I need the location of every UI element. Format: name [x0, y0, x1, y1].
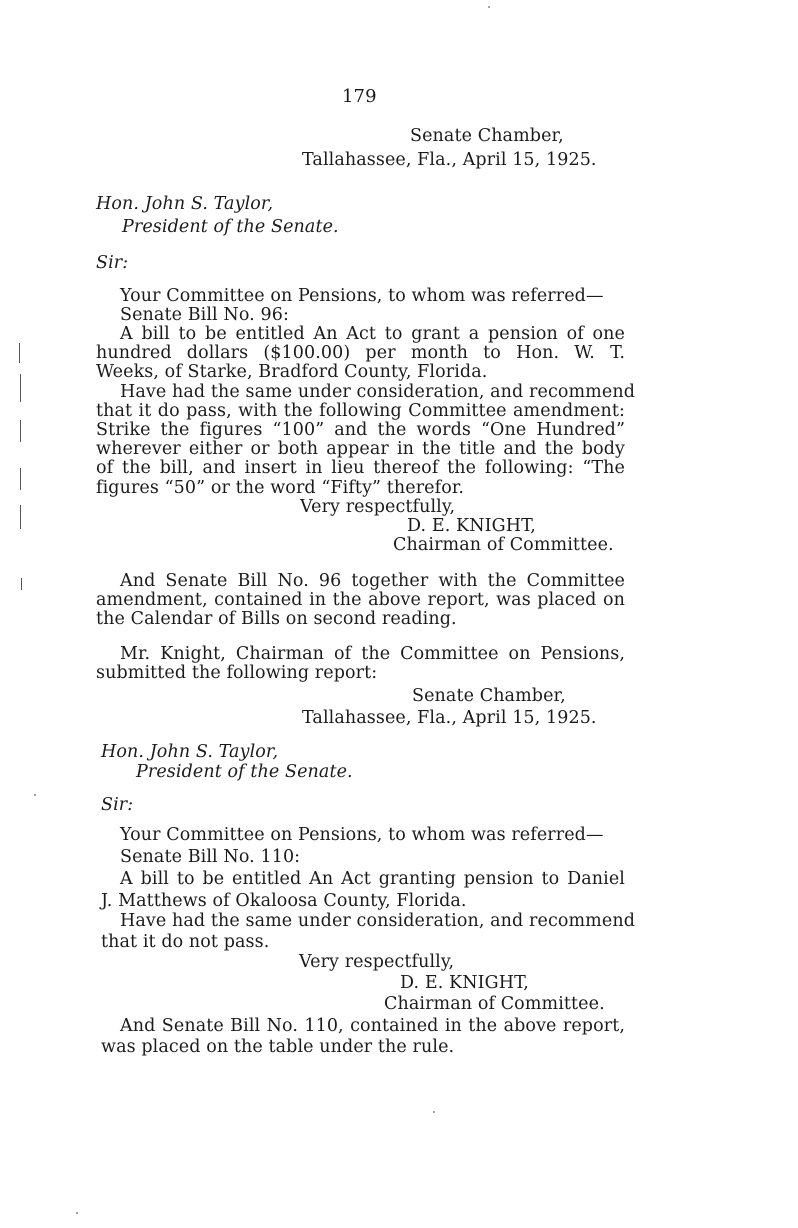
letter2-city-date: Tallahassee, Fla., April 15, 1925. — [302, 708, 597, 728]
scan-dot — [76, 1212, 78, 1214]
scan-mark — [21, 578, 22, 590]
letter1-body-line: of the bill, and insert in lieu thereof the following: “The — [96, 458, 625, 478]
letter1-sig-title: Chairman of Committee. — [393, 535, 614, 555]
letter2-signature: D. E. KNIGHT, — [400, 973, 529, 993]
letter1-body-line: Weeks, of Starke, Bradford County, Florida. — [96, 362, 488, 382]
scan-mark — [20, 374, 21, 402]
letter2-body-line: Senate Bill No. 110: — [120, 847, 301, 867]
letter2-body-line: Your Committee on Pensions, to whom was referred— — [120, 825, 604, 845]
letter2-body-line: that it do not pass. — [101, 932, 270, 952]
letter1-body-line: that it do pass, with the following Committee amendment: — [96, 401, 625, 421]
letter1-body-line: Have had the same under consideration, and recommend — [120, 382, 635, 402]
intro2-line: submitted the following report: — [96, 663, 378, 683]
letter2-closing: Very respectfully, — [299, 952, 455, 972]
scan-dot — [488, 6, 490, 8]
letter2-body-line: Have had the same under consideration, and recommend — [120, 911, 635, 931]
page-number: 179 — [342, 86, 377, 107]
note1-line: the Calendar of Bills on second reading. — [96, 609, 457, 629]
letter2-place: Senate Chamber, — [412, 686, 566, 706]
letter1-body-line: wherever either or both appear in the title and the body — [96, 439, 625, 459]
letter1-signature: D. E. KNIGHT, — [407, 516, 536, 536]
scan-dot — [34, 794, 36, 796]
intro2-line: Mr. Knight, Chairman of the Committee on Pensions, — [120, 644, 625, 664]
letter1-body-line: Strike the figures “100” and the words “One Hundred” — [96, 420, 625, 440]
letter1-addressee-name: Hon. John S. Taylor, — [96, 194, 274, 214]
letter2-addressee-title: President of the Senate. — [136, 762, 353, 782]
note2-line: was placed on the table under the rule. — [101, 1037, 455, 1057]
letter1-body-line: figures “50” or the word “Fifty” therefor. — [96, 478, 465, 498]
scan-mark — [19, 343, 20, 363]
letter1-salutation: Sir: — [96, 253, 129, 273]
scan-mark — [20, 420, 21, 442]
letter1-body-line: Senate Bill No. 96: — [120, 305, 289, 325]
scan-mark — [20, 468, 21, 490]
note1-line: And Senate Bill No. 96 together with the Committee — [120, 571, 625, 591]
letter2-salutation: Sir: — [101, 795, 134, 815]
note2-line: And Senate Bill No. 110, contained in the above report, — [120, 1016, 625, 1036]
letter2-addressee-name: Hon. John S. Taylor, — [101, 742, 279, 762]
letter1-body-line: A bill to be entitled An Act to grant a pension of one — [120, 324, 625, 344]
scan-dot — [433, 1111, 435, 1113]
letter1-closing: Very respectfully, — [300, 497, 456, 517]
letter1-city-date: Tallahassee, Fla., April 15, 1925. — [302, 150, 597, 170]
letter1-place: Senate Chamber, — [410, 126, 564, 146]
letter1-body-line: Your Committee on Pensions, to whom was referred— — [120, 286, 604, 306]
letter2-body-line: A bill to be entitled An Act granting pension to Daniel — [120, 869, 625, 889]
note1-line: amendment, contained in the above report, was placed on — [96, 590, 625, 610]
letter2-body-line: J. Matthews of Okaloosa County, Florida. — [101, 891, 467, 911]
letter1-addressee-title: President of the Senate. — [122, 217, 339, 237]
scan-mark — [20, 505, 21, 529]
letter2-sig-title: Chairman of Committee. — [384, 994, 605, 1014]
letter1-body-line: hundred dollars ($100.00) per month to Hon. W. T. — [96, 343, 625, 363]
